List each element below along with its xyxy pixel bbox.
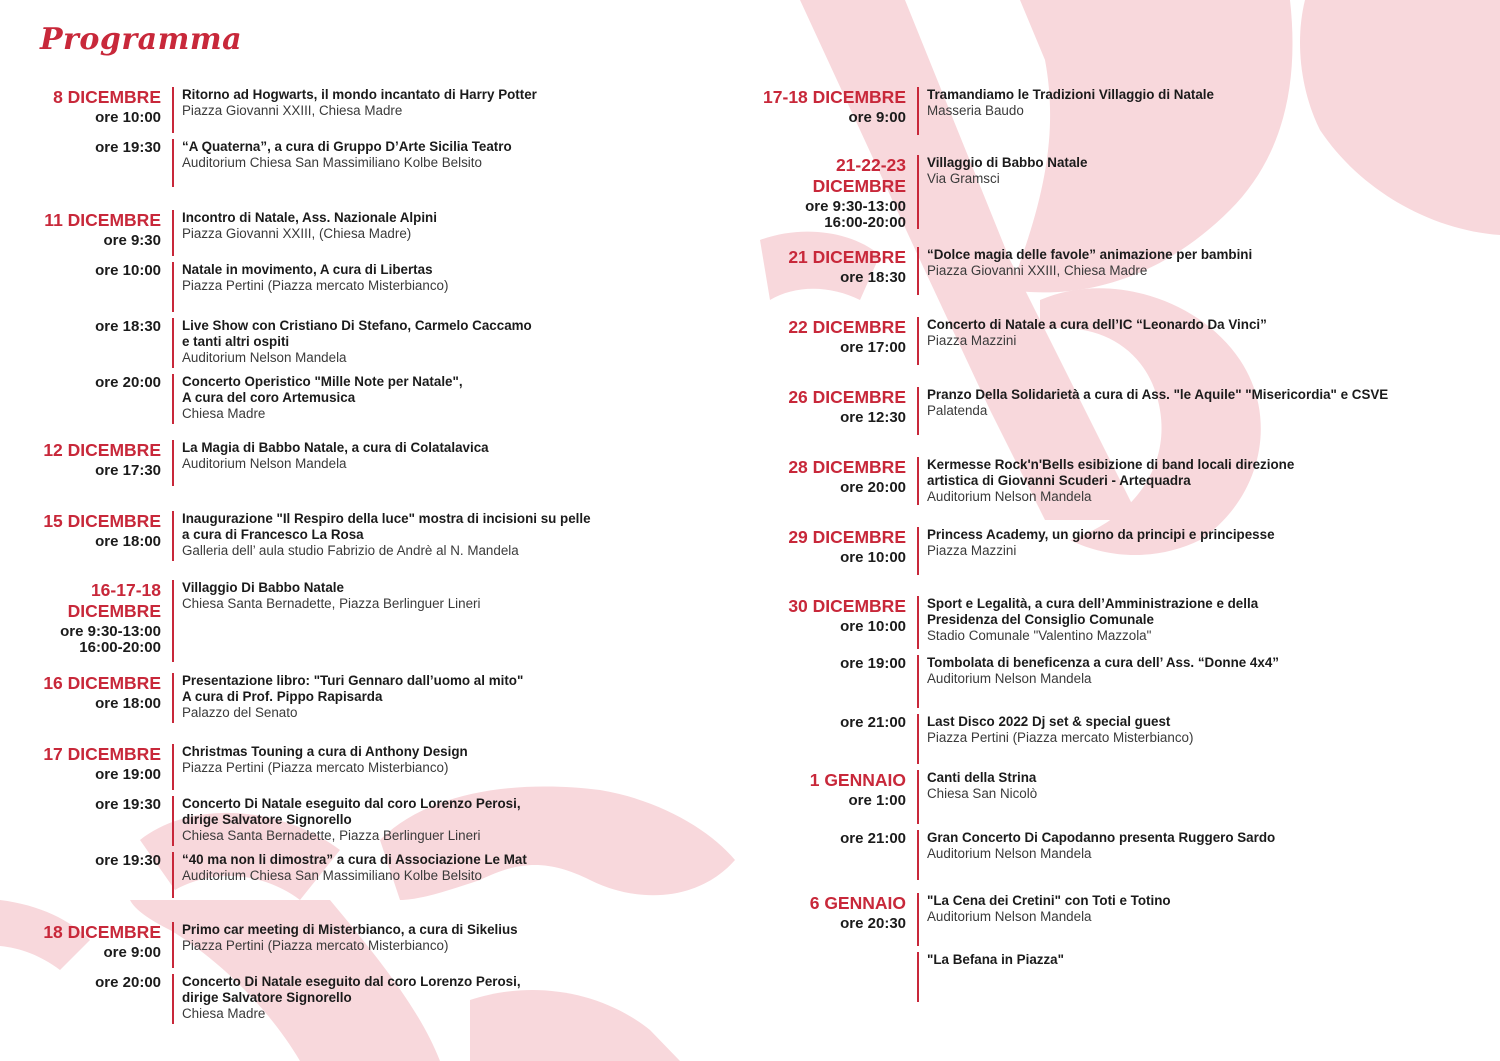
event-details xyxy=(917,714,1485,764)
event-title: Concerto Di Natale eseguito dal coro Lorenzo Perosi, dirige Salvatore Signorello xyxy=(182,974,521,1005)
event-place: Piazza Pertini (Piazza mercato Misterbianco) xyxy=(182,760,449,775)
event-date: 29 DICEMBRE xyxy=(788,527,906,547)
event-title: Concerto di Natale a cura dell’IC “Leonardo Da Vinci” xyxy=(927,317,1267,332)
event-place: Palatenda xyxy=(927,403,988,418)
event-time: ore 9:30-13:00 16:00-20:00 xyxy=(60,623,161,656)
day-events xyxy=(0,511,700,561)
page-title: Programma xyxy=(40,22,243,57)
program-day xyxy=(0,922,700,1024)
event-slot xyxy=(0,673,700,723)
event-slot xyxy=(745,893,1485,946)
event-slot xyxy=(745,527,1485,575)
day-events xyxy=(0,922,700,1024)
event-time: ore 18:00 xyxy=(95,695,161,712)
event-slot xyxy=(0,511,700,561)
event-details xyxy=(172,318,700,368)
day-events xyxy=(0,210,700,424)
day-events xyxy=(745,317,1485,365)
program-day xyxy=(745,387,1485,435)
program-day xyxy=(0,673,700,723)
event-place: Auditorium Nelson Mandela xyxy=(927,489,1092,504)
event-details xyxy=(917,527,1485,575)
day-events xyxy=(0,580,700,662)
event-place: Auditorium Nelson Mandela xyxy=(927,909,1092,924)
event-details xyxy=(172,673,700,723)
event-slot xyxy=(745,946,1485,1002)
event-title: Live Show con Cristiano Di Stefano, Carmelo Caccamo e tanti altri ospiti xyxy=(182,318,532,349)
event-slot xyxy=(0,256,700,312)
event-time-box xyxy=(745,770,917,824)
event-title: Concerto Di Natale eseguito dal coro Lorenzo Perosi, dirige Salvatore Signorello xyxy=(182,796,521,827)
event-slot xyxy=(0,790,700,846)
event-time: ore 17:00 xyxy=(840,339,906,356)
event-details xyxy=(917,952,1485,1002)
event-time-box xyxy=(745,387,917,435)
event-time: ore 9:30 xyxy=(103,232,161,249)
event-date: 16-17-18 DICEMBRE xyxy=(67,580,161,621)
event-place: Palazzo del Senato xyxy=(182,705,298,720)
event-slot xyxy=(0,846,700,898)
day-events xyxy=(745,893,1485,1002)
event-time: ore 19:00 xyxy=(95,766,161,783)
event-time xyxy=(745,952,917,1002)
event-place: Chiesa Santa Bernadette, Piazza Berlinguer Lineri xyxy=(182,596,481,611)
event-slot xyxy=(745,824,1485,880)
event-time-box xyxy=(0,744,172,790)
event-place: Galleria dell’ aula studio Fabrizio de Andrè al N. Mandela xyxy=(182,543,519,558)
event-slot xyxy=(745,387,1485,435)
event-time: ore 10:00 xyxy=(840,549,906,566)
event-place: Piazza Giovanni XXIII, (Chiesa Madre) xyxy=(182,226,412,241)
program-day xyxy=(0,210,700,424)
event-title: Primo car meeting di Misterbianco, a cura di Sikelius xyxy=(182,922,518,937)
event-time: ore 9:00 xyxy=(848,109,906,126)
event-slot xyxy=(0,440,700,486)
event-title: “Dolce magia delle favole” animazione per bambini xyxy=(927,247,1253,262)
event-time-box xyxy=(0,673,172,723)
event-title: Concerto Operistico "Mille Note per Natale", A cura del coro Artemusica xyxy=(182,374,463,405)
event-title: Christmas Touning a cura di Anthony Design xyxy=(182,744,468,759)
event-time-box xyxy=(745,457,917,505)
event-details xyxy=(172,374,700,424)
event-details xyxy=(172,744,700,790)
event-place: Piazza Pertini (Piazza mercato Misterbianco) xyxy=(182,938,449,953)
event-date: 8 DICEMBRE xyxy=(53,87,161,107)
event-time: ore 10:00 xyxy=(95,262,161,279)
day-events xyxy=(745,247,1485,295)
event-title: Gran Concerto Di Capodanno presenta Ruggero Sardo xyxy=(927,830,1276,845)
event-place: Chiesa Madre xyxy=(182,1006,266,1021)
program-day xyxy=(0,87,700,187)
event-date: 21-22-23 DICEMBRE xyxy=(812,155,906,196)
day-events xyxy=(0,87,700,187)
event-title: "La Befana in Piazza" xyxy=(927,952,1064,967)
event-time-box xyxy=(745,87,917,135)
event-time-box xyxy=(745,247,917,295)
program-day xyxy=(745,155,1485,231)
event-title: Villaggio Di Babbo Natale xyxy=(182,580,344,595)
event-date: 17-18 DICEMBRE xyxy=(763,87,906,107)
event-time: ore 18:30 xyxy=(840,269,906,286)
event-time-box xyxy=(745,527,917,575)
event-slot xyxy=(0,368,700,424)
event-slot xyxy=(745,87,1485,135)
event-title: Incontro di Natale, Ass. Nazionale Alpini xyxy=(182,210,437,225)
event-date: 30 DICEMBRE xyxy=(788,596,906,616)
day-events xyxy=(0,673,700,723)
event-date: 26 DICEMBRE xyxy=(788,387,906,407)
event-title: Sport e Legalità, a cura dell’Amministrazione e della Presidenza del Consiglio Comunale xyxy=(927,596,1259,627)
event-time-box xyxy=(745,155,917,231)
event-place: Auditorium Chiesa San Massimiliano Kolbe Belsito xyxy=(182,868,482,883)
event-time-box xyxy=(0,440,172,486)
event-title: Last Disco 2022 Dj set & special guest xyxy=(927,714,1171,729)
day-events xyxy=(745,770,1485,880)
event-time: ore 9:00 xyxy=(103,944,161,961)
event-time: ore 18:30 xyxy=(95,318,161,335)
event-time: ore 19:30 xyxy=(95,852,161,869)
event-place: Chiesa Santa Bernadette, Piazza Berlinguer Lineri xyxy=(182,828,481,843)
event-place: Chiesa San Nicolò xyxy=(927,786,1038,801)
event-details xyxy=(917,247,1485,295)
event-details xyxy=(172,511,700,561)
program-day xyxy=(745,457,1485,505)
event-title: Pranzo Della Solidarietà a cura di Ass. "le Aquile" "Misericordia" e CSVE xyxy=(927,387,1389,402)
program-day xyxy=(745,247,1485,295)
event-time: ore 18:00 xyxy=(95,533,161,550)
event-date: 22 DICEMBRE xyxy=(788,317,906,337)
event-place: Piazza Giovanni XXIII, Chiesa Madre xyxy=(182,103,403,118)
event-slot xyxy=(0,968,700,1024)
day-events xyxy=(745,155,1485,231)
program-day xyxy=(0,440,700,486)
event-time-box xyxy=(745,596,917,649)
event-time: ore 12:30 xyxy=(840,409,906,426)
event-details xyxy=(917,87,1485,135)
event-slot xyxy=(0,133,700,187)
event-slot xyxy=(0,210,700,256)
event-time: ore 17:30 xyxy=(95,462,161,479)
event-title: Tramandiamo le Tradizioni Villaggio di Natale xyxy=(927,87,1214,102)
event-time-box xyxy=(0,922,172,968)
event-details xyxy=(172,922,700,968)
day-events xyxy=(745,387,1485,435)
event-title: Natale in movimento, A cura di Libertas xyxy=(182,262,433,277)
event-title: Kermesse Rock'n'Bells esibizione di band locali direzione artistica di Giovanni Scuderi - Artequadra xyxy=(927,457,1295,488)
event-place: Masseria Baudo xyxy=(927,103,1024,118)
event-time-box xyxy=(745,893,917,946)
event-time: ore 19:30 xyxy=(95,139,161,156)
event-title: Ritorno ad Hogwarts, il mondo incantato di Harry Potter xyxy=(182,87,537,102)
event-details xyxy=(172,974,700,1024)
day-events xyxy=(745,87,1485,135)
event-slot xyxy=(745,596,1485,649)
event-date: 15 DICEMBRE xyxy=(43,511,161,531)
event-details xyxy=(172,796,700,846)
program-day xyxy=(745,770,1485,880)
event-date: 21 DICEMBRE xyxy=(788,247,906,267)
event-details xyxy=(172,262,700,312)
event-slot xyxy=(745,247,1485,295)
event-slot xyxy=(0,87,700,133)
event-time: ore 1:00 xyxy=(848,792,906,809)
event-time-box xyxy=(0,580,172,662)
event-details xyxy=(917,655,1485,708)
event-place: Auditorium Nelson Mandela xyxy=(182,350,347,365)
event-place: Piazza Mazzini xyxy=(927,543,1017,558)
event-details xyxy=(917,457,1485,505)
event-slot xyxy=(745,708,1485,764)
event-slot xyxy=(745,317,1485,365)
event-details xyxy=(172,210,700,256)
event-time-box xyxy=(0,511,172,561)
day-events xyxy=(745,457,1485,505)
event-time: ore 10:00 xyxy=(95,109,161,126)
event-place: Chiesa Madre xyxy=(182,406,266,421)
event-title: “A Quaterna”, a cura di Gruppo D’Arte Sicilia Teatro xyxy=(182,139,512,154)
event-date: 12 DICEMBRE xyxy=(43,440,161,460)
event-title: Presentazione libro: "Turi Gennaro dall’uomo al mito" A cura di Prof. Pippo Rapisarda xyxy=(182,673,524,704)
day-events xyxy=(0,440,700,486)
event-time: ore 20:30 xyxy=(840,915,906,932)
event-place: Auditorium Nelson Mandela xyxy=(182,456,347,471)
event-slot xyxy=(745,770,1485,824)
event-place: Auditorium Nelson Mandela xyxy=(927,671,1092,686)
event-place: Stadio Comunale "Valentino Mazzola" xyxy=(927,628,1152,643)
event-time: ore 19:00 xyxy=(840,655,906,672)
program-day xyxy=(745,596,1485,764)
event-details xyxy=(917,893,1485,946)
program-day xyxy=(745,317,1485,365)
event-details xyxy=(917,830,1485,880)
event-place: Auditorium Chiesa San Massimiliano Kolbe Belsito xyxy=(182,155,482,170)
event-time: ore 20:00 xyxy=(95,974,161,991)
day-events xyxy=(745,527,1485,575)
event-place: Piazza Pertini (Piazza mercato Misterbianco) xyxy=(927,730,1194,745)
event-details xyxy=(917,596,1485,649)
program-day xyxy=(0,580,700,662)
event-place: Piazza Mazzini xyxy=(927,333,1017,348)
event-place: Via Gramsci xyxy=(927,171,1000,186)
event-date: 1 GENNAIO xyxy=(809,770,906,790)
event-details xyxy=(172,852,700,898)
event-time-box xyxy=(0,87,172,133)
event-date: 17 DICEMBRE xyxy=(43,744,161,764)
event-title: La Magia di Babbo Natale, a cura di Colatalavica xyxy=(182,440,489,455)
event-date: 11 DICEMBRE xyxy=(44,210,161,230)
event-title: Princess Academy, un giorno da principi e principesse xyxy=(927,527,1275,542)
event-slot xyxy=(745,457,1485,505)
event-details xyxy=(172,440,700,486)
event-title: "La Cena dei Cretini" con Toti e Totino xyxy=(927,893,1171,908)
event-time-box xyxy=(745,317,917,365)
event-time: ore 21:00 xyxy=(840,830,906,847)
event-time: ore 21:00 xyxy=(840,714,906,731)
event-time: ore 20:00 xyxy=(95,374,161,391)
event-title: Villaggio di Babbo Natale xyxy=(927,155,1088,170)
event-place: Piazza Pertini (Piazza mercato Misterbianco) xyxy=(182,278,449,293)
event-place: Auditorium Nelson Mandela xyxy=(927,846,1092,861)
event-slot xyxy=(0,744,700,790)
program-day xyxy=(0,744,700,898)
event-time-box xyxy=(0,210,172,256)
event-time: ore 9:30-13:00 16:00-20:00 xyxy=(805,198,906,231)
event-slot xyxy=(745,155,1485,231)
event-details xyxy=(172,139,700,187)
program-day xyxy=(745,527,1485,575)
event-title: Canti della Strina xyxy=(927,770,1037,785)
event-details xyxy=(917,155,1485,229)
event-time: ore 20:00 xyxy=(840,479,906,496)
event-slot xyxy=(0,580,700,662)
event-title: Inaugurazione "Il Respiro della luce" mostra di incisioni su pelle a cura di Francesco La Rosa xyxy=(182,511,591,542)
program-day xyxy=(745,87,1485,135)
event-date: 16 DICEMBRE xyxy=(43,673,161,693)
event-title: “40 ma non li dimostra” a cura di Associazione Le Mat xyxy=(182,852,527,867)
day-events xyxy=(745,596,1485,764)
day-events xyxy=(0,744,700,898)
event-details xyxy=(172,580,700,662)
event-title: Tombolata di beneficenza a cura dell’ Ass. “Donne 4x4” xyxy=(927,655,1279,670)
event-place: Piazza Giovanni XXIII, Chiesa Madre xyxy=(927,263,1148,278)
event-date: 28 DICEMBRE xyxy=(788,457,906,477)
event-details xyxy=(917,770,1485,824)
event-details xyxy=(172,87,700,133)
event-time: ore 19:30 xyxy=(95,796,161,813)
program-day xyxy=(0,511,700,561)
event-time: ore 10:00 xyxy=(840,618,906,635)
event-date: 18 DICEMBRE xyxy=(43,922,161,942)
event-slot xyxy=(0,922,700,968)
event-slot xyxy=(745,649,1485,708)
event-date: 6 GENNAIO xyxy=(809,893,906,913)
event-slot xyxy=(0,312,700,368)
event-details xyxy=(917,387,1485,435)
program-day xyxy=(745,893,1485,1002)
event-details xyxy=(917,317,1485,365)
